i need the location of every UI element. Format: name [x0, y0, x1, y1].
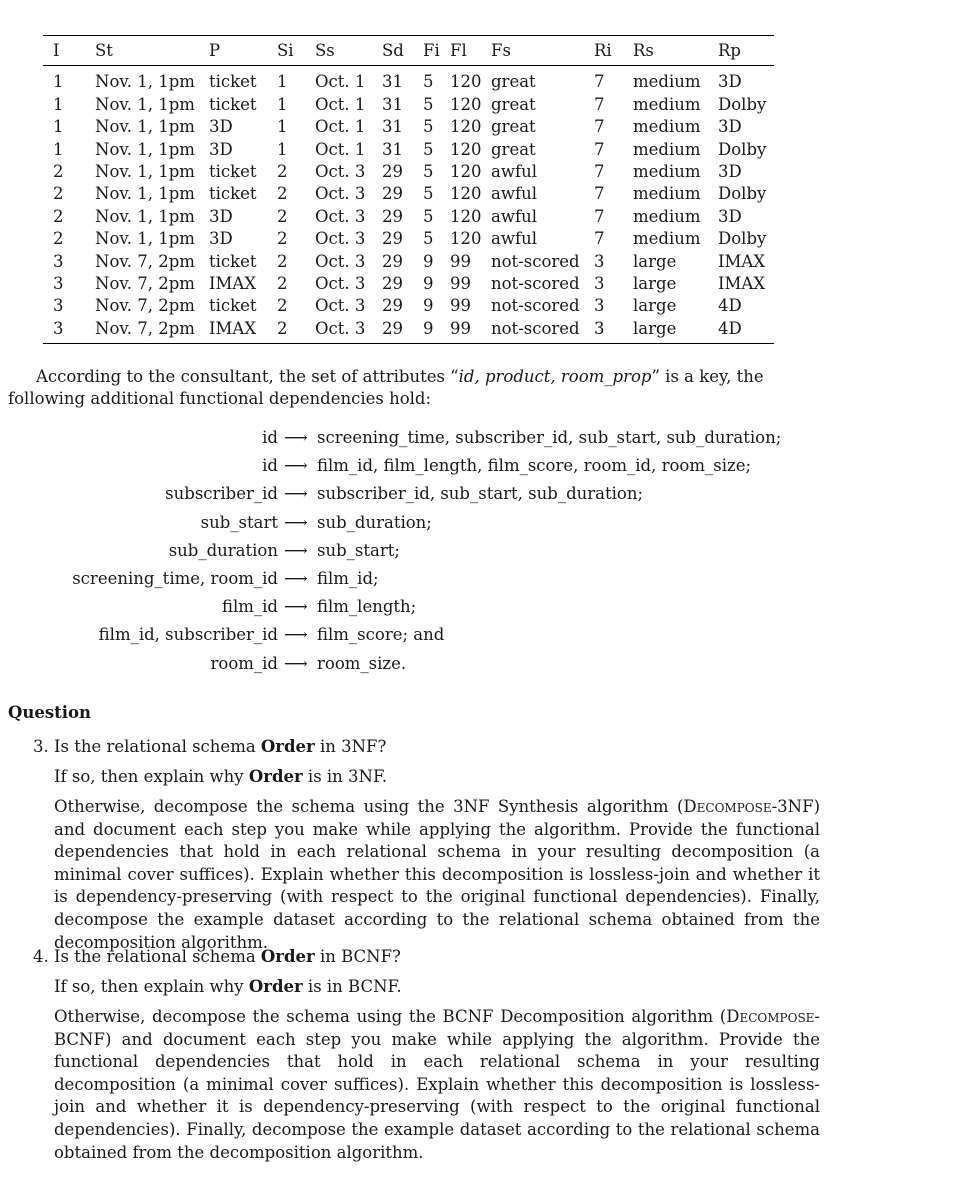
- column-header: P: [209, 36, 277, 66]
- table-cell: Nov. 1, 1pm: [95, 206, 195, 226]
- table-cell: Dolby: [718, 229, 767, 249]
- table-cell: medium: [633, 184, 701, 204]
- table-cell: 5: [423, 94, 434, 114]
- table-cell: IMAX: [209, 274, 257, 294]
- table-cell: 2: [277, 229, 288, 249]
- table-cell: great: [491, 94, 536, 114]
- table-cell: 7: [594, 94, 605, 114]
- table-cell: 3: [53, 274, 64, 294]
- table-cell: 3: [43, 318, 95, 344]
- table-cell: 2: [277, 162, 288, 182]
- table-cell: 29: [382, 251, 403, 271]
- table-cell: ticket: [209, 162, 257, 182]
- functional-dependency: [0, 427, 956, 455]
- table-cell: 3: [594, 296, 605, 316]
- table-cell: 5: [423, 162, 434, 182]
- table-cell: 7: [594, 72, 605, 92]
- table-cell: large: [633, 274, 677, 294]
- table-cell: 99: [450, 296, 471, 316]
- table-cell: great: [491, 117, 536, 137]
- table-cell: 5: [423, 117, 434, 137]
- table-cell: 3D: [718, 72, 742, 92]
- q3-instructions: Otherwise, decompose the schema using the 3NF Synthesis algorithm (Decompose-3NF) and document each step you make while applying the algorithm. Provide the functional dependencies that hold in each relational schema in your resulting decomposition (a minimal cover suffices). Explain whether this decomposition is lossless-join and whether it is dependency-preserving (with respect to the original functional dependencies). Finally, decompose the example dataset according to the relational schema obtained from the decomposition algorithm.: [54, 797, 820, 952]
- fd-rhs: film_score; and: [317, 625, 445, 645]
- table-cell: 2: [277, 206, 288, 226]
- table-cell: 3D: [718, 162, 742, 182]
- table-cell: Nov. 1, 1pm: [95, 162, 195, 182]
- fd-lhs: sub_start: [200, 512, 278, 532]
- intro-text-before: According to the consultant, the set of attributes “: [36, 367, 459, 386]
- table-cell: 2: [53, 162, 64, 182]
- table-cell: 7: [594, 162, 605, 182]
- column-header: Ss: [315, 36, 382, 66]
- table-row: [43, 251, 774, 273]
- fd-arrow: ⟶: [284, 540, 308, 560]
- table-cell: 2: [277, 296, 288, 316]
- table-cell: Nov. 1, 1pm: [95, 229, 195, 249]
- question-heading: Question: [8, 703, 92, 722]
- q4-line2: If so, then explain why Order is in BCNF.: [54, 977, 402, 996]
- fd-rhs: room_size.: [317, 653, 407, 673]
- table-cell: Oct. 3: [315, 206, 366, 226]
- table-cell: not-scored: [491, 318, 594, 344]
- algorithm-name: Decompose-3NF: [683, 797, 814, 816]
- table-cell: 120: [450, 184, 482, 204]
- table-cell: 29: [382, 162, 403, 182]
- table-cell: Nov. 7, 2pm: [95, 296, 195, 316]
- column-header: Fl: [450, 36, 491, 66]
- algorithm-name: Decompose-BCNF: [54, 1007, 820, 1049]
- table-cell: 1: [277, 94, 288, 114]
- fd-arrow: ⟶: [284, 625, 308, 645]
- table-cell: 7: [594, 139, 605, 159]
- table-cell: 1: [53, 94, 64, 114]
- table-row: [43, 273, 774, 295]
- order-data-table: [43, 35, 774, 344]
- table-cell: 2: [53, 229, 64, 249]
- table-cell: medium: [633, 206, 701, 226]
- table-cell: 31: [382, 72, 403, 92]
- table-row: [43, 295, 774, 317]
- table-row: [43, 318, 774, 344]
- fd-arrow: ⟶: [284, 653, 308, 673]
- column-header: Rp: [718, 36, 774, 66]
- column-header: Ri: [594, 36, 633, 66]
- table-cell: 5: [423, 229, 434, 249]
- functional-dependencies-list: [0, 427, 956, 681]
- functional-dependency: [0, 596, 956, 624]
- table-cell: awful: [491, 184, 537, 204]
- table-cell: 99: [450, 318, 491, 344]
- q3-line2: If so, then explain why Order is in 3NF.: [54, 767, 388, 786]
- table-cell: 7: [594, 206, 605, 226]
- table-cell: Nov. 1, 1pm: [95, 139, 195, 159]
- table-cell: 1: [277, 117, 288, 137]
- table-cell: 1: [53, 72, 64, 92]
- table-cell: 99: [450, 251, 471, 271]
- table-row: [43, 161, 774, 183]
- table-cell: awful: [491, 162, 537, 182]
- table-cell: not-scored: [491, 251, 580, 271]
- table-cell: ticket: [209, 72, 257, 92]
- fd-rhs: sub_start;: [317, 540, 400, 560]
- table-cell: not-scored: [491, 274, 580, 294]
- table-cell: not-scored: [491, 296, 580, 316]
- table-cell: Oct. 3: [315, 274, 366, 294]
- functional-dependency: [0, 653, 956, 681]
- table-cell: 5: [423, 184, 434, 204]
- schema-name: Order: [260, 737, 315, 756]
- column-header: Fi: [423, 36, 450, 66]
- functional-dependency: [0, 624, 956, 652]
- fd-rhs: screening_time, subscriber_id, sub_start, sub_duration;: [317, 428, 782, 447]
- table-cell: 4D: [718, 318, 774, 344]
- fd-rhs: sub_duration;: [317, 512, 432, 532]
- key-attributes: id, product, room_prop: [458, 367, 652, 386]
- intro-text-after: ” is a key, the following additional functional dependencies hold:: [8, 367, 764, 408]
- table-cell: Oct. 1: [315, 72, 366, 92]
- table-cell: Nov. 7, 2pm: [95, 251, 195, 271]
- schema-name: Order: [248, 767, 303, 786]
- table-cell: 29: [382, 184, 403, 204]
- schema-name: Order: [260, 947, 315, 966]
- table-cell: Dolby: [718, 139, 767, 159]
- table-cell: Oct. 1: [315, 94, 366, 114]
- table-cell: 5: [423, 139, 434, 159]
- fd-lhs: film_id: [221, 597, 278, 617]
- q4-instructions: Otherwise, decompose the schema using the BCNF Decomposition algorithm (Decompose-BCNF) and document each step you make while applying the algorithm. Provide the functional dependencies that hold in each relational schema in your resulting decomposition (a minimal cover suffices). Explain whether this decomposition is lossless-join and whether it is dependency-preserving (with respect to the original functional dependencies). Finally, decompose the example dataset according to the relational schema obtained from the decomposition algorithm.: [54, 1007, 820, 1162]
- table-cell: Oct. 3: [315, 229, 366, 249]
- table-cell: large: [633, 251, 677, 271]
- table-cell: 3: [594, 251, 605, 271]
- column-header: Si: [277, 36, 315, 66]
- schema-name: Order: [248, 977, 303, 996]
- table-cell: 7: [594, 117, 605, 137]
- table-cell: 3D: [209, 117, 233, 137]
- table-cell: 9: [423, 274, 434, 294]
- table-cell: great: [491, 72, 536, 92]
- functional-dependency: [0, 455, 956, 483]
- table-cell: 2: [277, 184, 288, 204]
- table-cell: IMAX: [209, 318, 277, 344]
- table-cell: 3D: [718, 117, 742, 137]
- fd-arrow: ⟶: [284, 456, 308, 476]
- table-header-row: [43, 36, 774, 66]
- table-cell: Oct. 1: [315, 139, 366, 159]
- table-cell: 7: [594, 184, 605, 204]
- column-header: I: [43, 36, 95, 66]
- column-header: Rs: [633, 36, 718, 66]
- table-cell: medium: [633, 162, 701, 182]
- table-cell: Oct. 3: [315, 184, 366, 204]
- column-header: Sd: [382, 36, 423, 66]
- table-cell: ticket: [209, 184, 257, 204]
- fd-rhs: subscriber_id, sub_start, sub_duration;: [317, 484, 644, 504]
- table-cell: IMAX: [718, 274, 766, 294]
- table-row: [43, 116, 774, 138]
- functional-dependency: [0, 483, 956, 511]
- table-cell: 120: [450, 117, 482, 137]
- fd-lhs: room_id: [210, 653, 278, 673]
- q4-number: 4.: [33, 947, 49, 966]
- table-cell: large: [633, 318, 718, 344]
- table-cell: 3: [53, 296, 64, 316]
- table-row: [43, 66, 774, 94]
- table-cell: great: [491, 139, 536, 159]
- table-cell: 2: [53, 206, 64, 226]
- table-cell: 9: [423, 251, 434, 271]
- table-cell: 3D: [209, 206, 233, 226]
- table-cell: ticket: [209, 296, 257, 316]
- table-cell: 2: [277, 251, 288, 271]
- table-cell: Nov. 7, 2pm: [95, 274, 195, 294]
- table-cell: 29: [382, 296, 403, 316]
- functional-dependency: [0, 512, 956, 540]
- table-cell: Nov. 1, 1pm: [95, 72, 195, 92]
- table-cell: 9: [423, 296, 434, 316]
- table-cell: medium: [633, 94, 701, 114]
- table-body: [43, 66, 774, 344]
- table-cell: 120: [450, 139, 482, 159]
- table-cell: 29: [382, 274, 403, 294]
- table-cell: Oct. 3: [315, 296, 366, 316]
- intro-paragraph: [8, 366, 828, 410]
- fd-arrow: ⟶: [284, 428, 308, 447]
- fd-rhs: film_id, film_length, film_score, room_id, room_size;: [317, 456, 752, 476]
- table-cell: 3: [594, 318, 633, 344]
- fd-arrow: ⟶: [284, 484, 308, 504]
- table-cell: 120: [450, 206, 482, 226]
- table-cell: ticket: [209, 94, 257, 114]
- table-cell: 5: [423, 72, 434, 92]
- table-cell: 29: [382, 229, 403, 249]
- table-cell: Oct. 1: [315, 117, 366, 137]
- table-cell: 120: [450, 72, 482, 92]
- fd-lhs: id: [262, 428, 278, 447]
- table-cell: 120: [450, 229, 482, 249]
- table-cell: 29: [382, 206, 403, 226]
- table-row: [43, 228, 774, 250]
- fd-rhs: film_length;: [317, 597, 417, 617]
- table-cell: 1: [53, 139, 64, 159]
- column-header: St: [95, 36, 209, 66]
- table-cell: Nov. 1, 1pm: [95, 94, 195, 114]
- fd-lhs: film_id, subscriber_id: [98, 625, 278, 645]
- table-cell: medium: [633, 139, 701, 159]
- table-cell: 120: [450, 162, 482, 182]
- fd-arrow: ⟶: [284, 568, 308, 588]
- table-cell: 5: [423, 206, 434, 226]
- table-row: [43, 183, 774, 205]
- fd-lhs: sub_duration: [168, 540, 278, 560]
- table-cell: 7: [594, 229, 605, 249]
- table-cell: 99: [450, 274, 471, 294]
- table-cell: medium: [633, 229, 701, 249]
- table-cell: Oct. 3: [315, 251, 366, 271]
- table-cell: medium: [633, 72, 701, 92]
- q3-line1: Is the relational schema Order in 3NF?: [54, 737, 387, 756]
- table-cell: 4D: [718, 296, 742, 316]
- q4-line1: Is the relational schema Order in BCNF?: [54, 947, 401, 966]
- table-cell: 2: [277, 318, 315, 344]
- table-row: [43, 94, 774, 116]
- table-cell: 3D: [209, 229, 233, 249]
- table-cell: 2: [277, 274, 288, 294]
- table-cell: 31: [382, 139, 403, 159]
- table-cell: 31: [382, 94, 403, 114]
- table-cell: 3D: [718, 206, 742, 226]
- table-cell: 1: [277, 139, 288, 159]
- table-cell: 9: [423, 318, 450, 344]
- table-cell: medium: [633, 117, 701, 137]
- table-cell: 1: [53, 117, 64, 137]
- table-cell: 120: [450, 94, 482, 114]
- table-cell: awful: [491, 229, 537, 249]
- table-cell: 1: [277, 72, 288, 92]
- table-cell: Oct. 3: [315, 318, 382, 344]
- column-header: Fs: [491, 36, 594, 66]
- table-cell: Dolby: [718, 94, 767, 114]
- table-cell: 2: [53, 184, 64, 204]
- fd-lhs: id: [262, 456, 278, 476]
- table-cell: Nov. 1, 1pm: [95, 117, 195, 137]
- table-cell: 3D: [209, 139, 233, 159]
- table-cell: Nov. 1, 1pm: [95, 184, 195, 204]
- fd-arrow: ⟶: [284, 597, 308, 617]
- table-cell: 3: [53, 251, 64, 271]
- functional-dependency: [0, 540, 956, 568]
- table-cell: 29: [382, 318, 423, 344]
- table-cell: Dolby: [718, 184, 767, 204]
- table-row: [43, 139, 774, 161]
- table-cell: Oct. 3: [315, 162, 366, 182]
- table-row: [43, 206, 774, 228]
- table-cell: IMAX: [718, 251, 766, 271]
- table-cell: 3: [594, 274, 605, 294]
- table-cell: Nov. 7, 2pm: [95, 318, 209, 344]
- table-cell: ticket: [209, 251, 257, 271]
- q3-number: 3.: [33, 737, 49, 756]
- table-cell: 31: [382, 117, 403, 137]
- fd-lhs: subscriber_id: [165, 484, 278, 504]
- fd-rhs: film_id;: [317, 568, 379, 588]
- table-cell: large: [633, 296, 677, 316]
- fd-arrow: ⟶: [284, 512, 308, 532]
- table-cell: awful: [491, 206, 537, 226]
- functional-dependency: [0, 568, 956, 596]
- fd-lhs: screening_time, room_id: [72, 568, 278, 588]
